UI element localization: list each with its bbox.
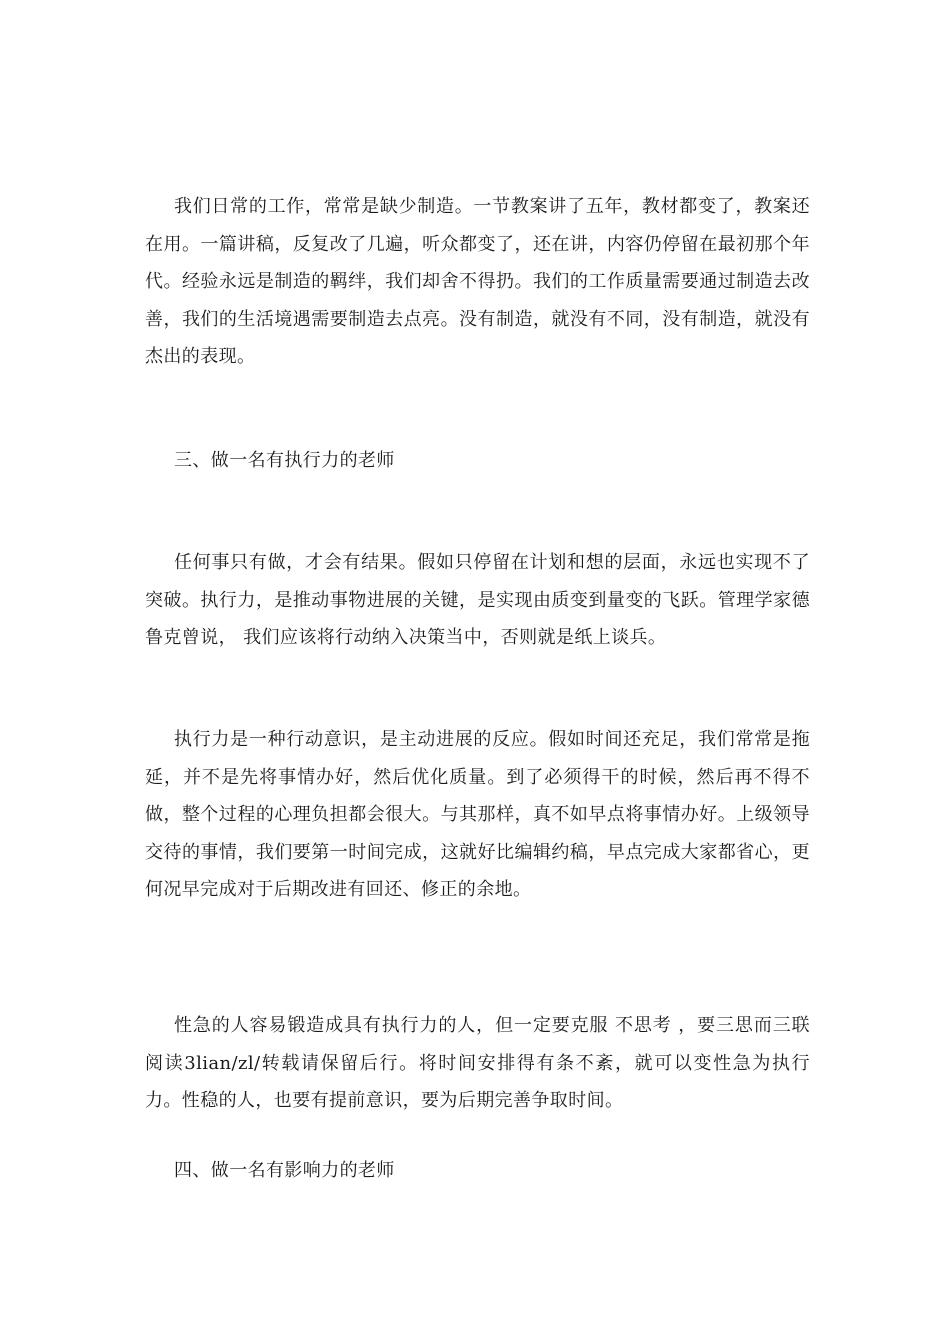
paragraph-execution-intro: 任何事只有做，才会有结果。假如只停留在计划和想的层面，永远也实现不了突破。执行力，是推动事物进展的关键，是实现由质变到量变的飞跃。管理学家德鲁克曾说， 我们应该将行动纳入决策当中，否则就是纸上谈兵。 bbox=[145, 552, 810, 648]
paragraph-execution-awareness: 执行力是一种行动意识，是主动进展的反应。假如时间还充足，我们常常是拖延，并不是先将事情办好，然后优化质量。到了必须得干的时候，然后再不得不做，整个过程的心理负担都会很大。与其那样，真不如早点将事情办好。上级领导交待的事情，我们要第一时间完成，这就好比编辑约稿，早点完成大家都省心，更何况早完成对于后期改进有回还、修正的余地。 bbox=[145, 729, 810, 900]
paragraph-temperament: 性急的人容易锻造成具有执行力的人，但一定要克服 不思考 ，要三思而三联阅读3lian/zl/转载请保留后行。将时间安排得有条不紊，就可以变性急为执行力。性稳的人，也要有提前意识，要为后期完善争取时间。 bbox=[145, 1015, 810, 1111]
section-heading-4: 四、做一名有影响力的老师 bbox=[174, 1160, 395, 1181]
section-heading-3: 三、做一名有执行力的老师 bbox=[174, 450, 395, 471]
paragraph-creativity: 我们日常的工作，常常是缺少制造。一节教案讲了五年，教材都变了，教案还在用。一篇讲稿，反复改了几遍，听众都变了，还在讲，内容仍停留在最初那个年代。经验永远是制造的羁绊，我们却舍不得扔。我们的工作质量需要通过制造去改善，我们的生活境遇需要制造去点亮。没有制造，就没有不同，没有制造，就没有杰出的表现。 bbox=[145, 196, 810, 367]
